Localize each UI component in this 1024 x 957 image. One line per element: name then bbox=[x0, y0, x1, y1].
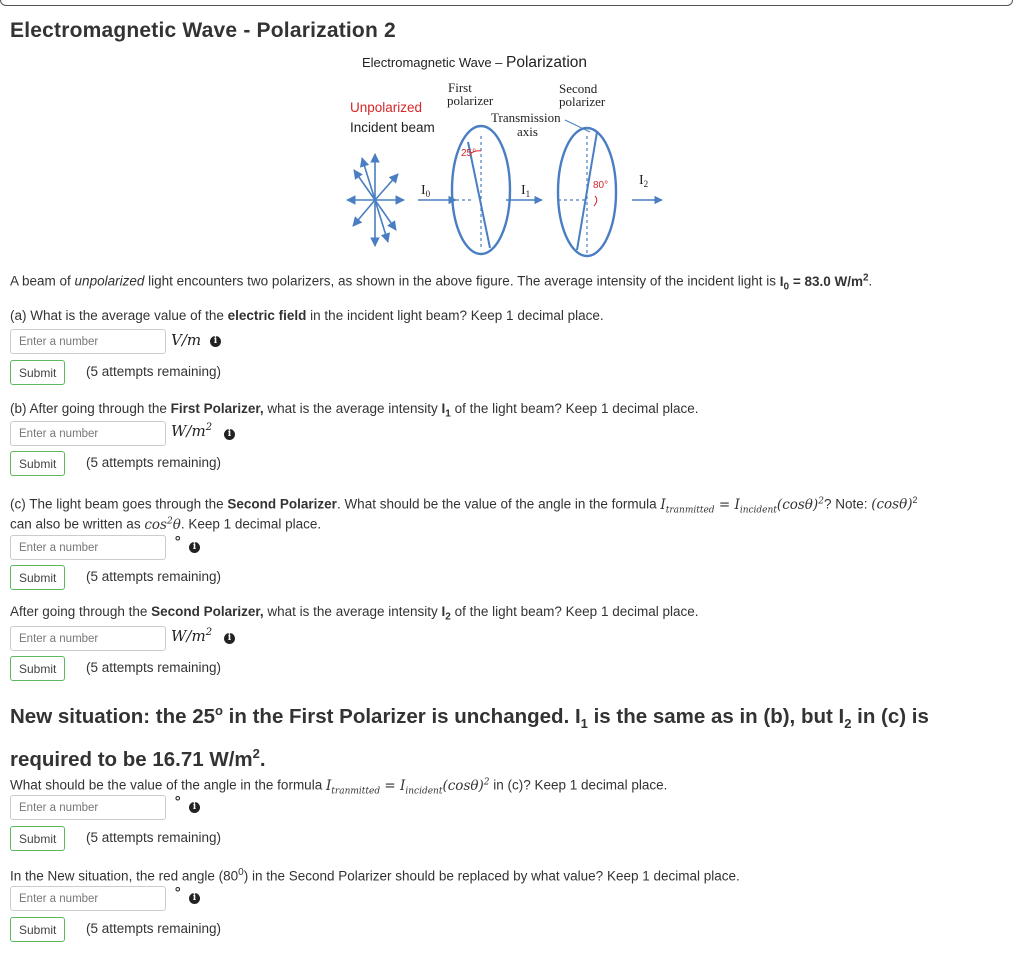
unpolarized-label: Unpolarized bbox=[350, 100, 423, 115]
polarization-figure bbox=[340, 50, 680, 264]
answer-a-input[interactable] bbox=[10, 329, 166, 354]
question-c-text-line1: (c) The light beam goes through the Second Polarizer. What should be the value of the angle in the formula $I_{tranmitted} = I_{incident}(\cos\theta)^2$? Note: $(\cos\theta)^2$ bbox=[10, 495, 918, 516]
info-a-icon[interactable]: i bbox=[210, 336, 221, 347]
question-b-text: (b) After going through the First Polarizer, what is the average intensity $I_1$ of the light beam? Keep 1 decimal place. bbox=[10, 401, 699, 420]
transmission-label-1: Transmission bbox=[491, 110, 561, 125]
attempts-b: (5 attempts remaining) bbox=[86, 455, 222, 470]
new-situation-heading: New situation: the 25$^o$ in the First Polarizer is unchanged. $I_1$ is the same as in (b), but $I_2$ in (c) is required to be 16.71 $W/m^2$. bbox=[10, 703, 929, 771]
answer-b-unit: $W/m^2$ bbox=[171, 422, 213, 440]
attempts-e: (5 attempts remaining) bbox=[86, 830, 222, 845]
answer-d-input[interactable] bbox=[10, 626, 166, 651]
polarization-diagram bbox=[340, 50, 680, 264]
figure-title: Electromagnetic Wave – Polarization bbox=[362, 54, 588, 71]
info-d-icon[interactable]: i bbox=[224, 633, 235, 644]
answer-c-input[interactable] bbox=[10, 535, 166, 560]
first-polarizer-label-2: polarizer bbox=[447, 93, 494, 108]
question-e-text: What should be the value of the angle in the formula $I_{tranmitted} = I_{incident}(\cos\theta)^2$ in (c)? Keep 1 decimal place. bbox=[10, 777, 668, 797]
info-c-icon[interactable]: i bbox=[189, 542, 200, 553]
question-a-text: (a) What is the average value of the electric field in the incident light beam? Keep 1 decimal place. bbox=[10, 308, 604, 323]
second-polarizer-label-1: Second bbox=[559, 81, 598, 96]
submit-a-button[interactable]: Submit bbox=[10, 360, 65, 385]
first-polarizer-angle: 25° bbox=[461, 148, 477, 159]
submit-f-button[interactable]: Submit bbox=[10, 917, 65, 942]
answer-b-input[interactable] bbox=[10, 421, 166, 446]
submit-d-button[interactable]: Submit bbox=[10, 656, 65, 681]
page-title: Electromagnetic Wave - Polarization 2 bbox=[10, 19, 396, 42]
i0-label: $I_0$ bbox=[421, 183, 431, 199]
second-polarizer-label-2: polarizer bbox=[559, 94, 606, 109]
i1-label: $I_1$ bbox=[521, 183, 531, 199]
second-polarizer bbox=[558, 128, 616, 256]
answer-e-unit: ° bbox=[174, 793, 182, 811]
question-c-text-line2: can also be written as $\cos^2\theta$. Keep 1 decimal place. bbox=[10, 516, 322, 533]
first-polarizer-label-1: First bbox=[448, 80, 472, 95]
incident-beam-label: Incident beam bbox=[350, 120, 435, 135]
formula-e: $I_{tranmitted} = I_{incident}(\cos\theta)^2$ bbox=[325, 777, 490, 797]
intro-text: A beam of unpolarized light encounters two polarizers, as shown in the above figure. The average intensity of the incident light is $I_0 = 83.0$ $W/m^2$. bbox=[10, 272, 873, 293]
top-frame bbox=[0, 0, 1013, 6]
attempts-a: (5 attempts remaining) bbox=[86, 364, 222, 379]
second-polarizer-angle: 80° bbox=[593, 180, 609, 191]
answer-e-input[interactable] bbox=[10, 795, 166, 820]
question-f-text: In the New situation, the red angle $(80^0)$ in the Second Polarizer should be replaced by what value? Keep 1 decimal place. bbox=[10, 867, 740, 884]
i2-label: $I_2$ bbox=[639, 173, 649, 189]
unpolarized-light-icon bbox=[347, 154, 404, 246]
submit-c-button[interactable]: Submit bbox=[10, 565, 65, 590]
answer-d-unit: $W/m^2$ bbox=[171, 627, 213, 645]
attempts-c: (5 attempts remaining) bbox=[86, 569, 222, 584]
answer-f-input[interactable] bbox=[10, 886, 166, 911]
transmission-label-2: axis bbox=[517, 124, 538, 139]
answer-f-unit: ° bbox=[174, 884, 182, 902]
question-d-text: After going through the Second Polarizer, what is the average intensity $I_2$ of the light beam? Keep 1 decimal place. bbox=[10, 604, 699, 623]
answer-a-unit: V/m bbox=[171, 331, 202, 349]
attempts-d: (5 attempts remaining) bbox=[86, 660, 222, 675]
submit-b-button[interactable]: Submit bbox=[10, 451, 65, 476]
info-e-icon[interactable]: i bbox=[189, 802, 200, 813]
info-f-icon[interactable]: i bbox=[189, 893, 200, 904]
attempts-f: (5 attempts remaining) bbox=[86, 921, 222, 936]
formula-c: $I_{tranmitted} = I_{incident}(\cos\theta)^2$ bbox=[660, 496, 824, 516]
submit-e-button[interactable]: Submit bbox=[10, 826, 65, 851]
first-polarizer bbox=[452, 126, 510, 254]
answer-c-unit: ° bbox=[174, 533, 182, 551]
info-b-icon[interactable]: i bbox=[224, 429, 235, 440]
